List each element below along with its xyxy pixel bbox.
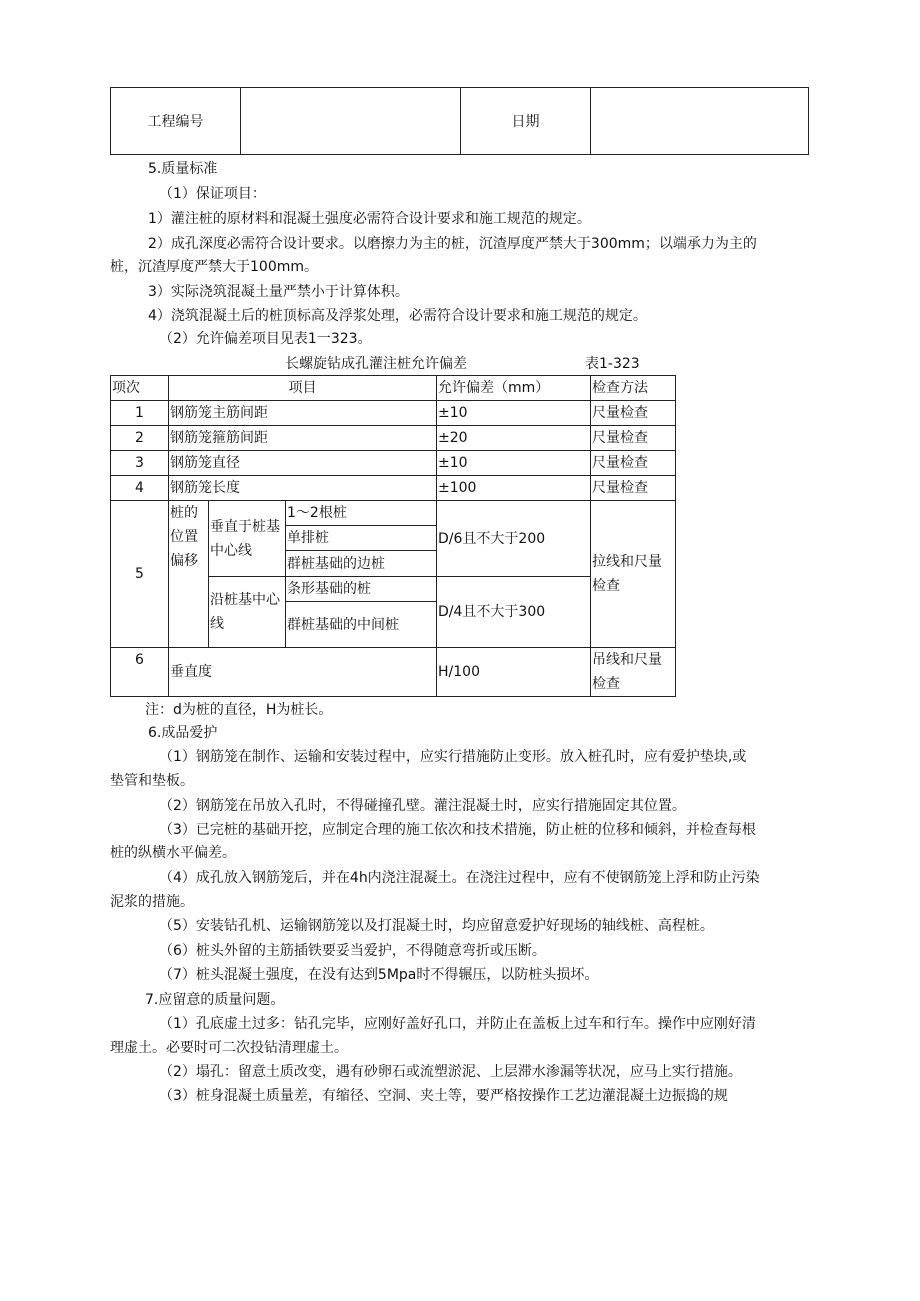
table-header-row <box>111 376 676 401</box>
row-item: 钢筋笼直径 <box>169 451 437 476</box>
row-no: 4 <box>111 476 169 501</box>
row-method: 尺量检查 <box>591 476 676 501</box>
section7-item1b: 理虚土。必要时可二次投钻清理虚土。 <box>110 1040 348 1056</box>
section5-p2b: 桩，沉渣厚度严禁大于100mm。 <box>110 259 318 275</box>
project-no-label: 工程编号 <box>111 88 241 155</box>
section5-title: 5.质量标准 <box>148 161 218 177</box>
vertical-row <box>111 648 676 697</box>
section7-item3: （3）桩身混凝土质量差，有缩径、空洞、夹土等，要严格按操作工艺边灌混凝土边振捣的规 <box>159 1088 728 1104</box>
row-item: 钢筋笼箍筋间距 <box>169 426 437 451</box>
vertical-tolerance: H/100 <box>437 648 591 697</box>
pile-group2: 沿桩基中心线 <box>209 577 286 648</box>
row-method: 尺量检查 <box>591 451 676 476</box>
section6-item6: （6）桩头外留的主筋插铁要妥当爱护，不得随意弯折或压断。 <box>159 943 546 959</box>
vertical-no: 6 <box>111 648 169 697</box>
pile-group1-c: 群桩基础的边桩 <box>286 551 437 577</box>
section6-item5: （5）安装钻孔机、运输钢筋笼以及打混凝土时，均应留意爱护好现场的轴线桩、高程桩。 <box>159 918 714 934</box>
table-caption: 长螺旋钻成孔灌注桩允许偏差 <box>285 356 467 372</box>
row-no: 1 <box>111 401 169 426</box>
section5-p3: 3）实际浇筑混凝土量严禁小于计算体积。 <box>148 284 409 300</box>
pile-row-1 <box>111 501 676 526</box>
table-note: 注：d为桩的直径，H为桩长。 <box>145 702 333 718</box>
row-method: 尺量检查 <box>591 426 676 451</box>
deviation-table <box>110 375 676 697</box>
pile-tolerance1: D/6且不大于200 <box>437 501 591 577</box>
section6-item1a: （1）钢筋笼在制作、运输和安装过程中，应实行措施防止变形。放入桩孔时，应有爱护垫块,或 <box>159 749 747 765</box>
pile-method: 拉线和尺量检查 <box>591 501 676 648</box>
pile-group1: 垂直于桩基中心线 <box>209 501 286 577</box>
vertical-item: 垂直度 <box>169 648 437 697</box>
header-item: 项目 <box>169 376 437 401</box>
header-no: 项次 <box>111 376 169 401</box>
section6-title: 6.成品爱护 <box>148 725 218 741</box>
pile-no: 5 <box>111 501 169 648</box>
table-row <box>111 451 676 476</box>
section5-p4: 4）浇筑混凝土后的桩顶标高及浮浆处理，必需符合设计要求和施工规范的规定。 <box>148 308 647 324</box>
date-value <box>591 88 809 155</box>
row-item: 钢筋笼长度 <box>169 476 437 501</box>
section5-p1: 1）灌注桩的原材料和混凝土强度必需符合设计要求和施工规范的规定。 <box>148 211 591 227</box>
table-row <box>111 476 676 501</box>
row-no: 3 <box>111 451 169 476</box>
row-tolerance: ±10 <box>437 401 591 426</box>
section6-item2: （2）钢筋笼在吊放入孔时，不得碰撞孔壁。灌注混凝土时，应实行措施固定其位置。 <box>159 798 686 814</box>
pile-label: 桩的位置偏移 <box>169 501 209 648</box>
table-row <box>111 401 676 426</box>
row-tolerance: ±10 <box>437 451 591 476</box>
row-tolerance: ±100 <box>437 476 591 501</box>
section6-item7: （7）桩头混凝土强度，在没有达到5Mpa时不得辗压，以防桩头损坏。 <box>159 967 599 983</box>
section7-item2: （2）塌孔：留意土质改变，遇有砂卵石或流塑淤泥、上层滞水渗漏等状况，应马上实行措施。 <box>159 1064 742 1080</box>
header-table <box>110 87 809 155</box>
section6-item4a: （4）成孔放入钢筋笼后，并在4h内浇注混凝土。在浇注过程中，应有不使钢筋笼上浮和防止污染 <box>159 870 760 886</box>
date-label: 日期 <box>461 88 591 155</box>
header-method: 检查方法 <box>591 376 676 401</box>
table-number: 表1-323 <box>585 356 640 372</box>
table-row <box>111 426 676 451</box>
row-item: 钢筋笼主筋间距 <box>169 401 437 426</box>
project-no-value <box>241 88 461 155</box>
section5-item1: （1）保证项目： <box>159 186 266 202</box>
pile-group2-b: 群桩基础的中间桩 <box>286 602 437 648</box>
header-row <box>111 88 809 155</box>
section5-p2a: 2）成孔深度必需符合设计要求。以磨擦力为主的桩，沉渣厚度严禁大于300mm；以端承力为主的 <box>148 236 757 252</box>
section7-title: 7.应留意的质量问题。 <box>145 992 285 1008</box>
pile-tolerance2: D/4且不大于300 <box>437 577 591 648</box>
section6-item3b: 桩的纵横水平偏差。 <box>110 845 236 861</box>
section6-item4b: 泥浆的措施。 <box>110 894 194 910</box>
section6-item3a: （3）已完桩的基础开挖，应制定合理的施工依次和技术措施，防止桩的位移和倾斜，并检查每根 <box>159 822 756 838</box>
header-tolerance: 允许偏差（mm） <box>437 376 591 401</box>
vertical-method: 吊线和尺量检查 <box>591 648 676 697</box>
section5-item2: （2）允许偏差项目见表1一323。 <box>159 331 372 347</box>
row-method: 尺量检查 <box>591 401 676 426</box>
section6-item1b: 垫管和垫板。 <box>110 773 194 789</box>
pile-group2-a: 条形基础的桩 <box>286 577 437 602</box>
row-no: 2 <box>111 426 169 451</box>
pile-group1-b: 单排桩 <box>286 526 437 551</box>
section7-item1a: （1）孔底虚土过多：钻孔完毕，应刚好盖好孔口，并防止在盖板上过车和行车。操作中应刚好清 <box>159 1016 756 1032</box>
pile-group1-a: 1～2根桩 <box>286 501 437 526</box>
row-tolerance: ±20 <box>437 426 591 451</box>
